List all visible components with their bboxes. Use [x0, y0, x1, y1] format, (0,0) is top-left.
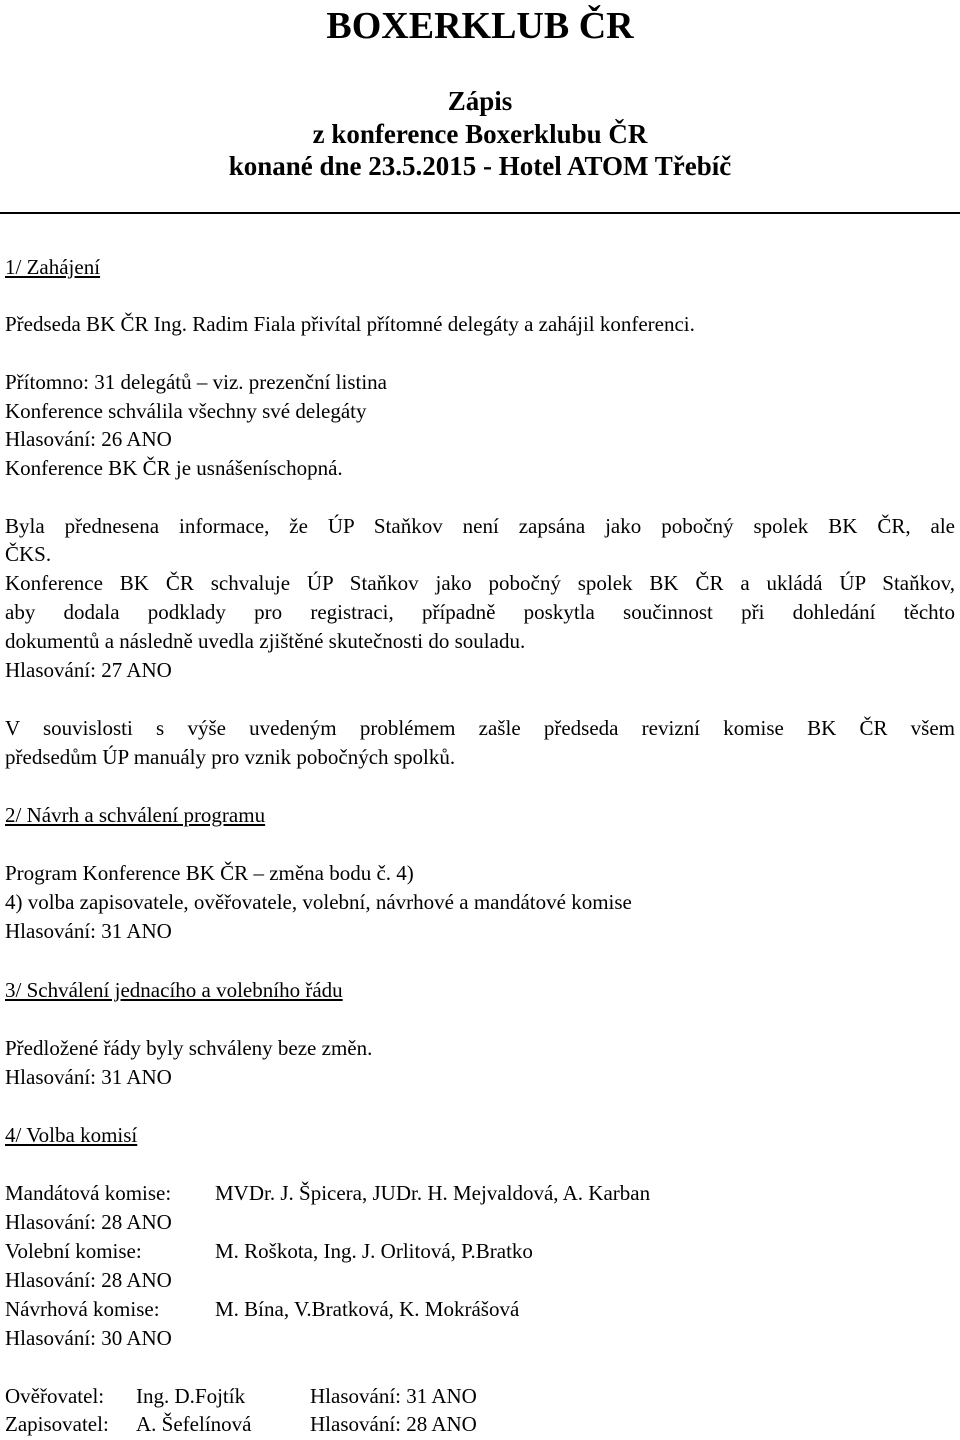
s3-vote: Hlasování: 31 ANO: [5, 1065, 172, 1089]
s2-vote: Hlasování: 31 ANO: [5, 919, 172, 943]
election-committee-label: Volební komise:: [5, 1239, 142, 1263]
s2-paragraph: 4) volba zapisovatele, ověřovatele, volební, návrhové a mandátové komise: [5, 890, 632, 914]
s1-note-line: předsedům ÚP manuály pro vznik pobočných spolků.: [5, 745, 456, 769]
doc-date-place: konané dne 23.5.2015 - Hotel ATOM Třebíč: [228, 151, 732, 181]
s1-attendance: Přítomno: 31 delegátů – viz. prezenční listina: [5, 370, 387, 394]
s1-vote: Hlasování: 27 ANO: [5, 658, 172, 682]
section-2-heading: 2/ Návrh a schválení programu: [5, 803, 266, 827]
proposal-committee-label: Návrhová komise:: [5, 1297, 160, 1321]
mandate-committee-members: MVDr. J. Špicera, JUDr. H. Mejvaldová, A. Karban: [215, 1181, 651, 1205]
section-3-heading: 3/ Schválení jednacího a volebního řádu: [5, 978, 343, 1002]
s1-resolution-line: Konference BK ČR schvaluje ÚP Staňkov jako pobočný spolek BK ČR a ukládá ÚP Staňkov,: [5, 571, 955, 595]
s2-paragraph: Program Konference BK ČR – změna bodu č. 4): [5, 861, 414, 885]
recorder-label: Zapisovatel:: [5, 1412, 109, 1436]
s1-paragraph: Konference BK ČR je usnášeníschopná.: [5, 456, 343, 480]
proposal-committee-members: M. Bína, V.Bratková, K. Mokrášová: [215, 1297, 520, 1321]
section-4-heading: 4/ Volba komisí: [5, 1123, 138, 1147]
mandate-committee-label: Mandátová komise:: [5, 1181, 172, 1205]
verifier-name: Ing. D.Fojtík: [136, 1384, 246, 1408]
s1-paragraph: Konference schválila všechny své delegáty: [5, 399, 367, 423]
s1-info-line: Byla přednesena informace, že ÚP Staňkov není zapsána jako pobočný spolek BK ČR, ale: [5, 514, 955, 538]
election-committee-members: M. Roškota, Ing. J. Orlitová, P.Bratko: [215, 1239, 533, 1263]
org-title: BOXERKLUB ČR: [326, 5, 634, 47]
doc-title: Zápis: [447, 86, 513, 116]
s1-resolution-line: dokumentů a následně uvedla zjištěné skutečnosti do souladu.: [5, 629, 526, 653]
s3-paragraph: Předložené řády byly schváleny beze změn.: [5, 1036, 373, 1060]
verifier-vote: Hlasování: 31 ANO: [310, 1384, 477, 1408]
header-divider: [0, 212, 960, 214]
section-1-heading: 1/ Zahájení: [5, 255, 101, 279]
s1-paragraph: Předseda BK ČR Ing. Radim Fiala přivítal přítomné delegáty a zahájil konferenci.: [5, 312, 695, 336]
election-committee-vote: Hlasování: 28 ANO: [5, 1268, 172, 1292]
s1-info-line: ČKS.: [5, 542, 52, 566]
recorder-vote: Hlasování: 28 ANO: [310, 1412, 477, 1436]
doc-subtitle: z konference Boxerklubu ČR: [312, 119, 648, 149]
s1-vote: Hlasování: 26 ANO: [5, 427, 172, 451]
s1-note-line: V souvislosti s výše uvedeným problémem zašle předseda revizní komise BK ČR všem: [5, 716, 955, 740]
verifier-label: Ověřovatel:: [5, 1384, 105, 1408]
mandate-committee-vote: Hlasování: 28 ANO: [5, 1210, 172, 1234]
recorder-name: A. Šefelínová: [136, 1412, 252, 1436]
proposal-committee-vote: Hlasování: 30 ANO: [5, 1326, 172, 1350]
s1-resolution-line: aby dodala podklady pro registraci, případně poskytla součinnost při dohledání těchto: [5, 600, 955, 624]
